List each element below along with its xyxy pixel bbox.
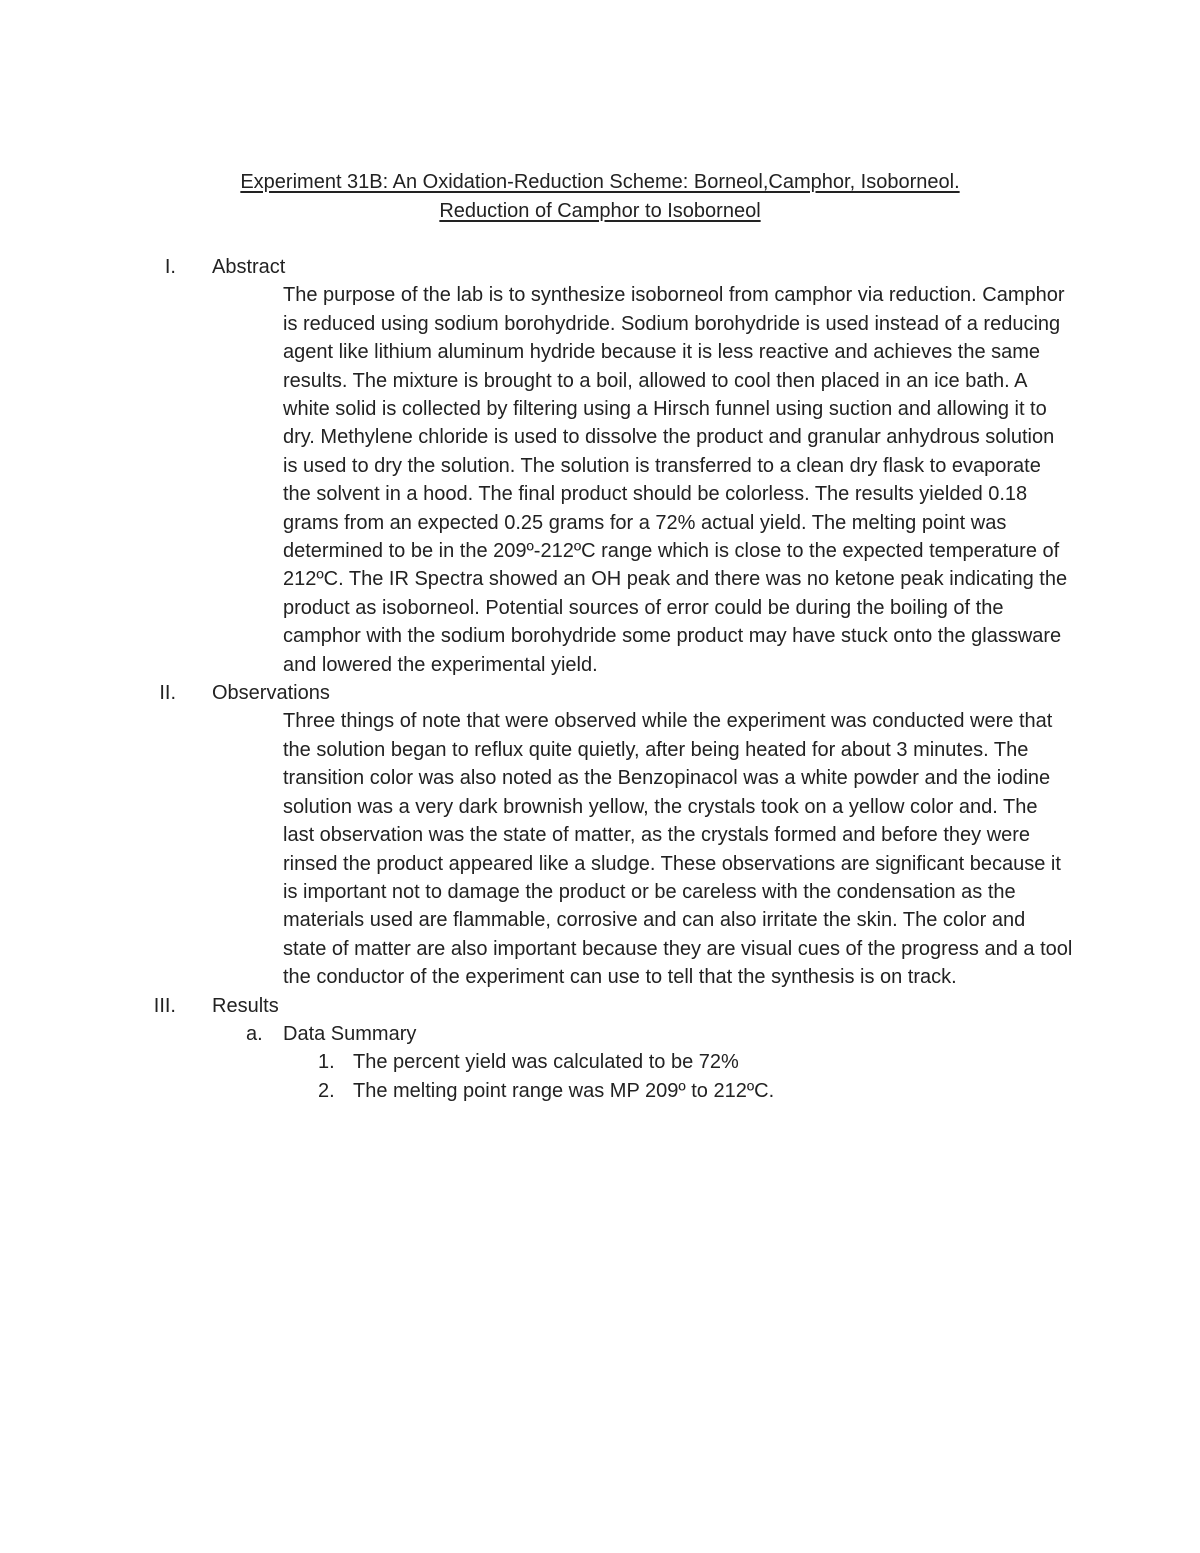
list-item (0, 1048, 1200, 1076)
observations-paragraph: Three things of note that were observed while the experiment was conducted were that the solution began to reflux quite quietly, after being heated for about 3 minutes. The transition color was also noted as the Benzopinacol was a white powder and the iodine solution was a very dark brownish yellow, the crystals took on a yellow color and. The last observation was the state of matter, as the crystals formed and before they were rinsed the product appeared like a sludge. These observations are significant because it is important not to damage the product or be careless with the condensation as the materials used are flammable, corrosive and can also irritate the skin. The color and state of matter are also important because they are visual cues of the progress and a tool the conductor of the experiment can use to tell that the synthesis is on track. (283, 710, 1073, 989)
document-title (0, 168, 1200, 226)
list-item-marker: 2. (318, 1079, 335, 1102)
section-observations-heading (0, 679, 1200, 707)
subsection-heading-label: Data Summary (283, 1022, 417, 1045)
section-results-heading (0, 992, 1200, 1020)
title-line-1: Experiment 31B: An Oxidation-Reduction Scheme: Borneol,Camphor, Isoborneol. (240, 171, 960, 193)
section-numeral: III. (153, 994, 176, 1017)
section-heading-label: Results (212, 994, 279, 1017)
list-item-text: The percent yield was calculated to be 72% (353, 1051, 739, 1074)
abstract-paragraph: The purpose of the lab is to synthesize isoborneol from camphor via reduction. Camphor is reduced using sodium borohydride. Sodium borohydride is used instead of a reducing agent like lithium aluminum hydride because it is less reactive and achieves the same results. The mixture is brought to a boil, allowed to cool then placed in an ice bath. A white solid is collected by filtering using a Hirsch funnel using suction and allowing it to dry. Methylene chloride is used to dissolve the product and granular anhydrous solution is used to dry the solution. The solution is transferred to a clean dry flask to evaporate the solvent in a hood. The final product should be colorless. The results yielded 0.18 grams from an expected 0.25 grams for a 72% actual yield. The melting point was determined to be in the 209º-212ºC range which is close to the expected temperature of 212ºC. The IR Spectra showed an OH peak and there was no ketone peak indicating the product as isoborneol. Potential sources of error could be during the boiling of the camphor with the sodium borohydride some product may have stuck onto the glassware and lowered the experimental yield. (283, 284, 1068, 676)
section-numeral: I. (164, 256, 176, 278)
section-heading-label: Abstract (212, 256, 286, 278)
list-item-text: The melting point range was MP 209º to 212ºC. (353, 1079, 775, 1102)
section-numeral: II. (159, 682, 176, 705)
list-item-marker: 1. (318, 1051, 335, 1074)
section-abstract-heading (0, 253, 1200, 281)
section-heading-label: Observations (212, 682, 330, 705)
document-body (0, 253, 1200, 1105)
subsection-marker: a. (246, 1022, 263, 1045)
list-item (0, 1077, 1200, 1105)
subsection-data-summary-heading (0, 1020, 1200, 1048)
title-line-2: Reduction of Camphor to Isoborneol (439, 200, 761, 222)
